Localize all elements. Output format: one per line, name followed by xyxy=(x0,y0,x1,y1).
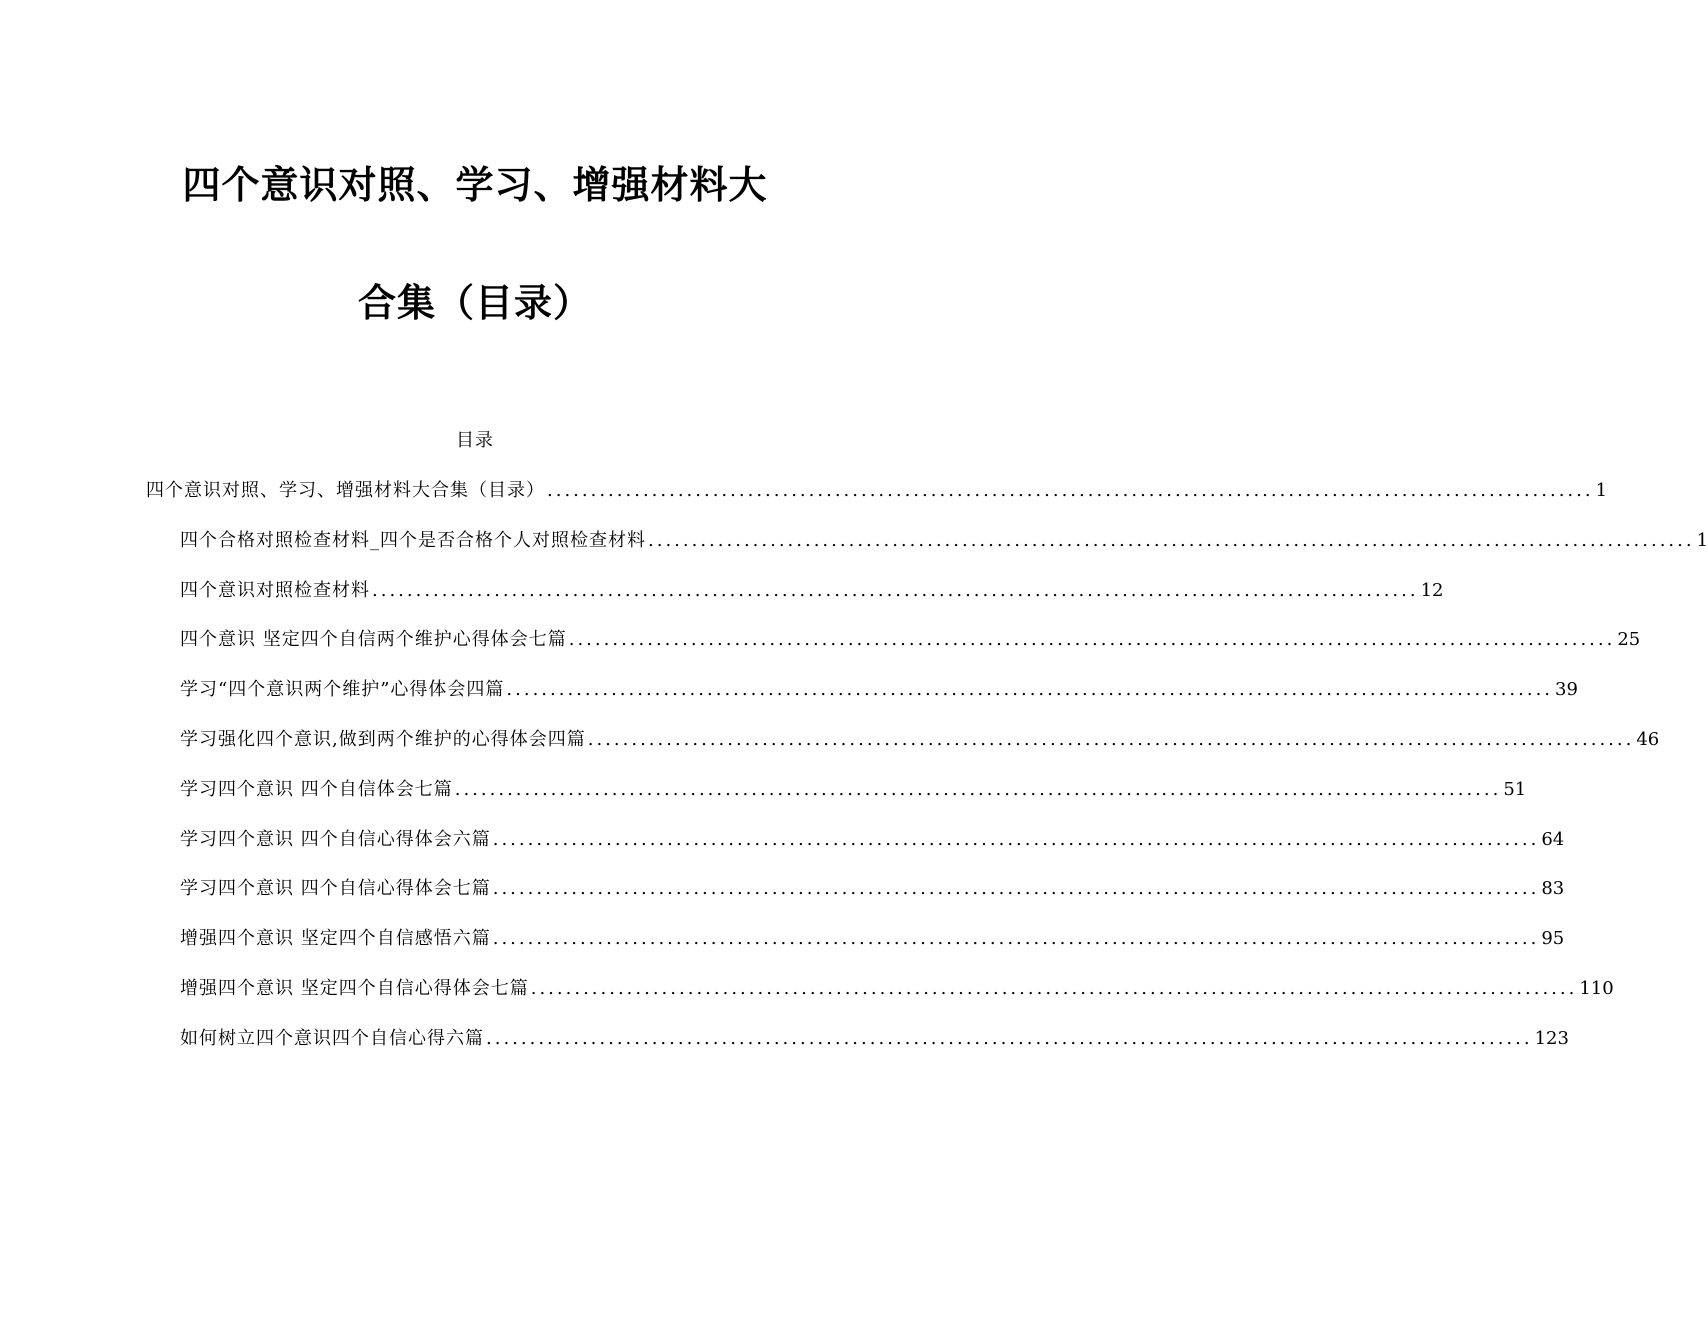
toc-leader-dots: ........................................................................................................................ xyxy=(454,778,1502,800)
toc-entry-page-number: 83 xyxy=(1541,878,1565,900)
toc-entry-label: 如何树立四个意识四个自信心得六篇 xyxy=(180,1027,484,1049)
toc-entry[interactable] xyxy=(180,675,1578,703)
toc-entry[interactable] xyxy=(180,775,1527,803)
toc-heading: 目录 xyxy=(456,430,494,451)
toc-leader-dots: ........................................................................................................................ xyxy=(492,878,1540,900)
toc-entry[interactable] xyxy=(180,1024,1569,1052)
toc-entry-label: 四个合格对照检查材料_四个是否合格个人对照检查材料 xyxy=(180,529,646,551)
toc-entry-label: 学习四个意识 四个自信心得体会七篇 xyxy=(180,878,491,900)
toc-entry[interactable] xyxy=(180,825,1565,853)
toc-entry[interactable] xyxy=(180,625,1641,653)
document-title-line-1: 四个意识对照、学习、增强材料大 xyxy=(182,163,768,207)
toc-entry-page-number: 1 xyxy=(1696,529,1708,551)
toc-entry[interactable] xyxy=(180,874,1565,902)
toc-entry-page-number: 123 xyxy=(1534,1027,1569,1049)
toc-entry[interactable] xyxy=(180,924,1565,952)
toc-entry-label: 四个意识 坚定四个自信两个维护心得体会七篇 xyxy=(180,629,567,651)
toc-entry-label: 四个意识对照、学习、增强材料大合集（目录） xyxy=(146,480,545,501)
toc-leader-dots: ........................................................................................................................ xyxy=(492,828,1540,850)
toc-leader-dots: ........................................................................................................................ xyxy=(568,629,1616,651)
toc-entry[interactable] xyxy=(146,476,1608,504)
toc-entry-label: 四个意识对照检查材料 xyxy=(180,579,370,601)
toc-entry[interactable] xyxy=(180,526,1708,554)
toc-entry-label: 增强四个意识 坚定四个自信感悟六篇 xyxy=(180,928,491,950)
toc-entry-label: 学习强化四个意识,做到两个维护的心得体会四篇 xyxy=(180,729,586,750)
toc-entry-label: 学习四个意识 四个自信体会七篇 xyxy=(180,778,453,800)
toc-entry-page-number: 1 xyxy=(1595,480,1608,501)
toc-entry[interactable] xyxy=(180,576,1444,604)
toc-entry[interactable] xyxy=(180,974,1614,1002)
toc-entry-label: 增强四个意识 坚定四个自信心得体会七篇 xyxy=(180,978,529,999)
document-title-line-2: 合集（目录） xyxy=(357,281,592,325)
toc-entry-page-number: 12 xyxy=(1420,579,1444,601)
toc-entry[interactable] xyxy=(180,725,1660,753)
toc-leader-dots: ........................................................................................................................ xyxy=(486,1027,1533,1049)
toc-entry-page-number: 110 xyxy=(1579,978,1614,999)
toc-entry-page-number: 51 xyxy=(1503,778,1527,800)
toc-leader-dots: ........................................................................................................................ xyxy=(492,928,1540,950)
toc-leader-dots: ........................................................................................................................ xyxy=(587,729,1635,750)
toc-leader-dots: ........................................................................................................................ xyxy=(530,978,1578,999)
toc-leader-dots: ........................................................................................................................ xyxy=(506,679,1554,701)
toc-leader-dots: ........................................................................................................................ xyxy=(547,480,1594,501)
toc-entry-page-number: 39 xyxy=(1555,679,1578,701)
toc-entry-page-number: 25 xyxy=(1617,629,1641,651)
toc-entry-page-number: 95 xyxy=(1541,928,1565,950)
toc-entry-label: 学习四个意识 四个自信心得体会六篇 xyxy=(180,828,491,850)
toc-entry-label: 学习“四个意识两个维护”心得体会四篇 xyxy=(180,679,505,701)
toc-entry-page-number: 64 xyxy=(1541,828,1565,850)
toc-entry-page-number: 46 xyxy=(1636,729,1660,750)
toc-leader-dots: ........................................................................................................................ xyxy=(372,579,1419,601)
toc-leader-dots: ........................................................................................................................ xyxy=(648,529,1695,551)
